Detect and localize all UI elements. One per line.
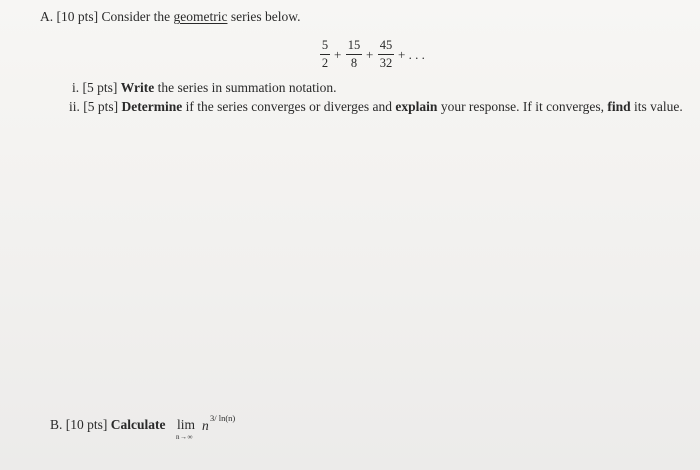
limit-base: n — [202, 418, 209, 433]
plus-sign-1: + — [334, 47, 342, 62]
part-ii-line — [69, 99, 683, 115]
part-ii-bold-explain: explain — [395, 99, 438, 114]
term-2-fraction-bar — [346, 54, 362, 55]
term-3-denominator: 32 — [379, 56, 393, 70]
part-i-line — [72, 80, 337, 96]
part-b-line — [50, 417, 166, 433]
series-term-2 — [346, 38, 362, 71]
term-3-fraction-bar — [378, 54, 394, 55]
part-ii-label: ii. — [69, 99, 80, 114]
part-b-label: B. — [50, 417, 63, 432]
limit-subscript: n→∞ — [176, 433, 193, 441]
part-a-text-before: Consider the — [101, 9, 171, 24]
part-ii-text-1: if the series converges or diverges and — [185, 99, 393, 114]
part-a-heading — [40, 9, 300, 25]
limit-operator: lim — [177, 417, 196, 432]
part-i-label: i. — [72, 80, 80, 95]
term-2-numerator: 15 — [347, 38, 361, 52]
part-i-text: the series in summation notation. — [157, 80, 337, 95]
term-1-denominator: 2 — [321, 56, 329, 70]
geometric-series-expression — [318, 38, 448, 74]
part-ii-text-3: its value. — [634, 99, 683, 114]
part-a-underlined-word: geometric — [173, 9, 228, 24]
part-ii-text-2: your response. If it converges, — [440, 99, 605, 114]
part-a-points: [10 pts] — [56, 9, 99, 24]
plus-sign-2: + — [366, 47, 374, 62]
series-term-1 — [320, 38, 330, 71]
term-3-numerator: 45 — [379, 38, 393, 52]
series-term-3 — [378, 38, 394, 71]
limit-exponent: 3/ ln(n) — [210, 413, 236, 423]
series-tail-ellipsis: + . . . — [398, 47, 425, 62]
part-a-text-after: series below. — [230, 9, 301, 24]
part-a-label: A. — [40, 9, 54, 24]
term-1-fraction-bar — [320, 54, 330, 55]
part-ii-bold-determine: Determine — [121, 99, 183, 114]
part-ii-points: [5 pts] — [83, 99, 119, 114]
term-2-denominator: 8 — [350, 56, 358, 70]
part-b-bold-verb: Calculate — [110, 417, 166, 432]
part-b-points: [10 pts] — [65, 417, 108, 432]
part-i-points: [5 pts] — [82, 80, 118, 95]
term-1-numerator: 5 — [321, 38, 329, 52]
part-ii-bold-find: find — [607, 99, 631, 114]
part-i-bold-verb: Write — [120, 80, 155, 95]
